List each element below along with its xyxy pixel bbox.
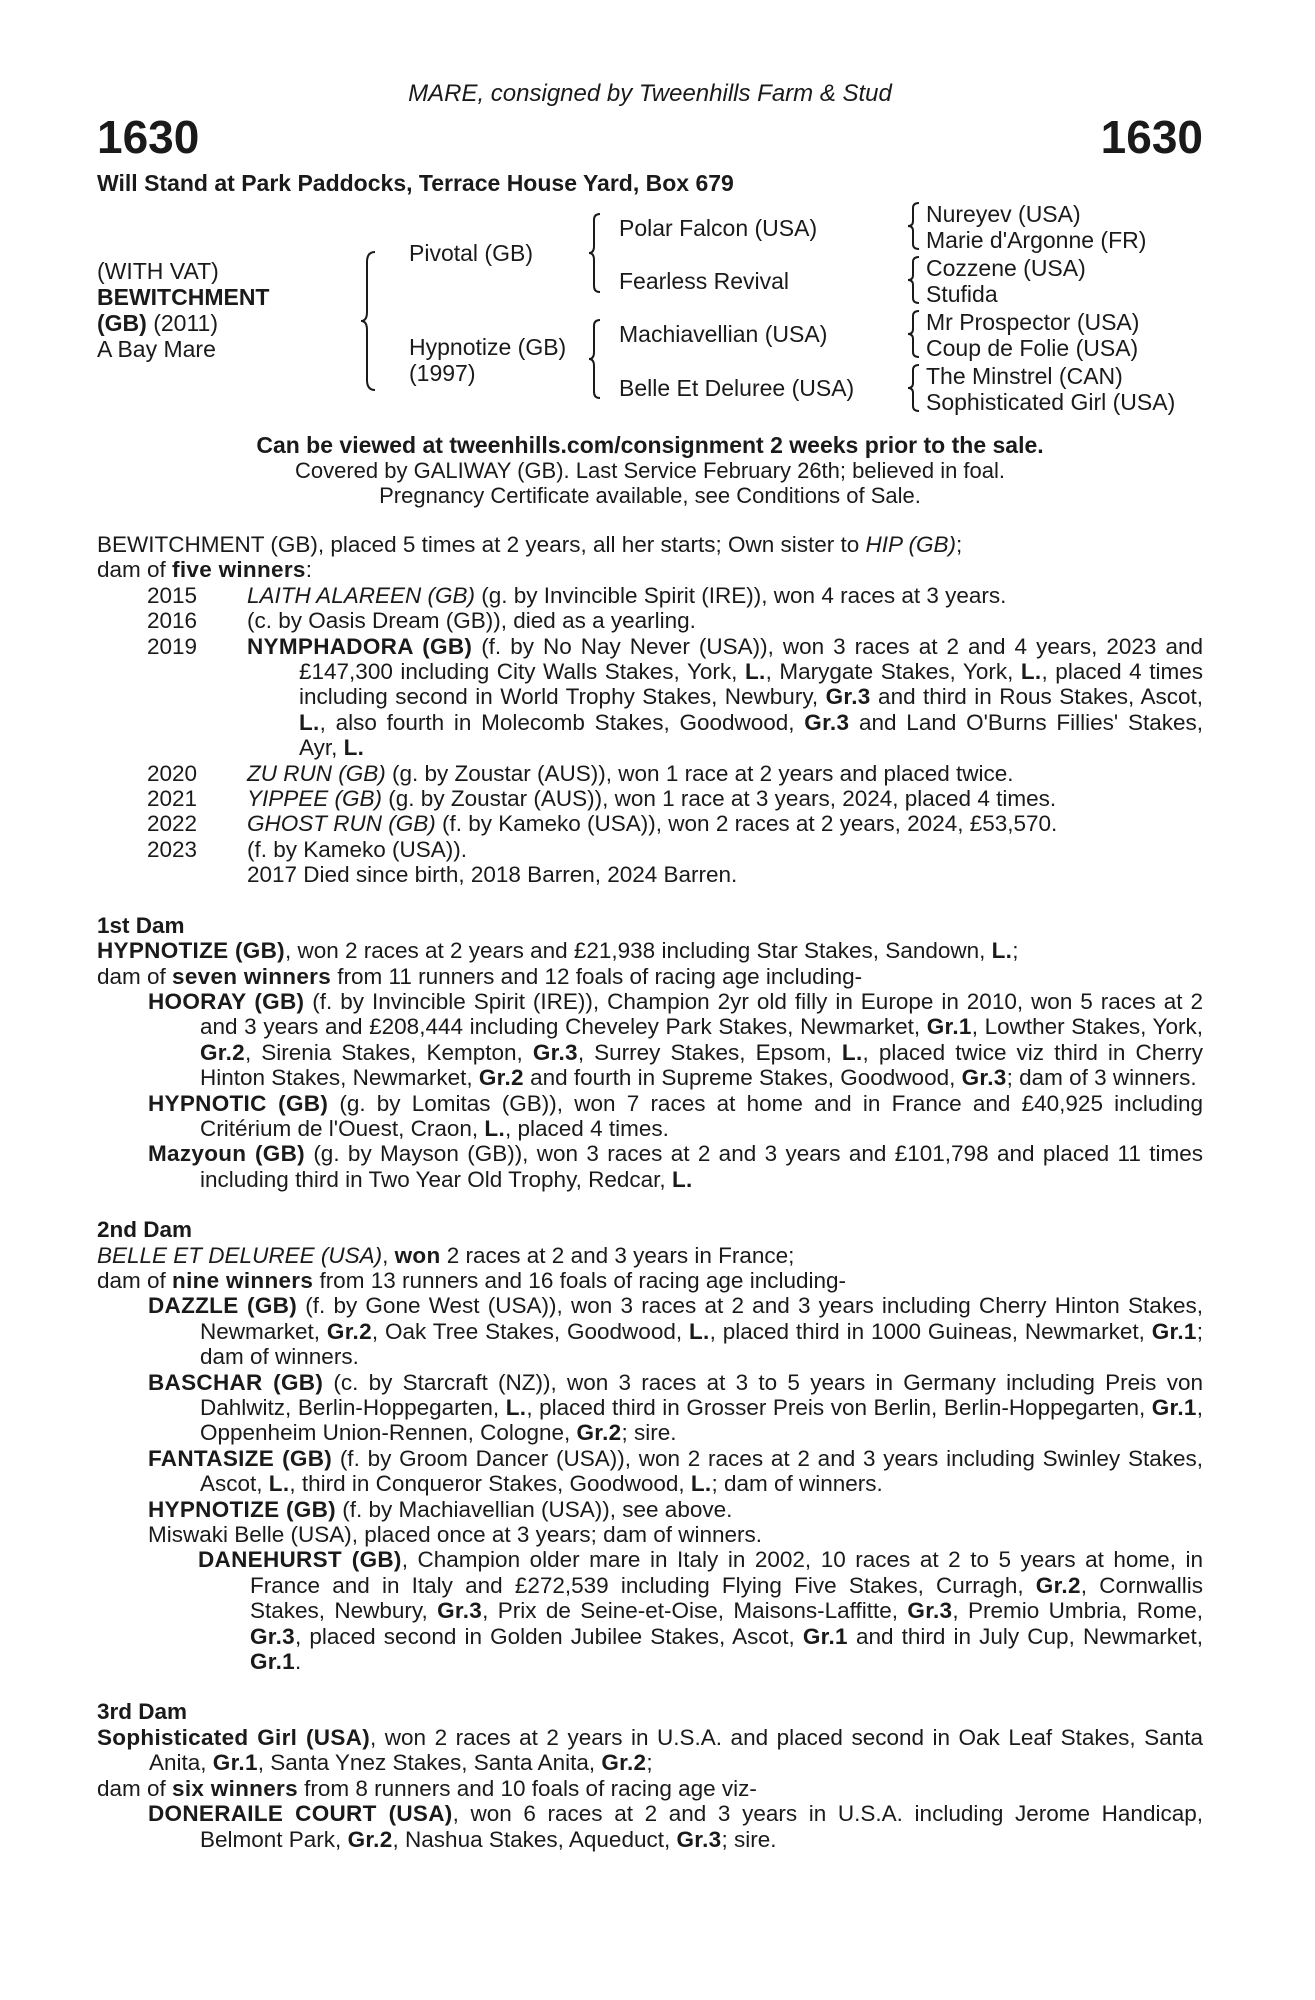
progeny-miswaki-belle: Miswaki Belle (USA), placed once at 3 years; dam of winners. — [148, 1522, 763, 1548]
pedigree-g7: The Minstrel (CAN) — [926, 363, 1123, 389]
catalogue-page — [97, 0, 1203, 2000]
produce-detail: (g. by Zoustar (AUS)), won 1 race at 3 years, 2024, placed 4 times. — [382, 786, 1057, 812]
pedigree-sire-dam: Fearless Revival — [619, 268, 789, 294]
pedigree-brace-g2 — [906, 255, 922, 305]
produce-name: YIPPEE (GB) — [247, 786, 383, 812]
produce-name: LAITH ALAREEN (GB) — [247, 582, 475, 608]
pedigree-dam-sire: Machiavellian (USA) — [619, 321, 828, 347]
progeny-hypnotic: HYPNOTIC (GB) (g. by Lomitas (GB)), won 7 races at home and in France and £40,925 including Critérium de l'Ouest, Craon, L., placed 4 times. — [148, 1090, 1203, 1141]
lot-number-right: 1630 — [1100, 111, 1203, 163]
produce-text — [247, 761, 1203, 786]
horse-origin — [97, 310, 218, 336]
hip-link-text: HIP (GB) — [865, 532, 956, 557]
pedigree-g5: Mr Prospector (USA) — [926, 309, 1140, 335]
produce-year: 2023 — [147, 836, 198, 862]
produce-text — [247, 583, 1203, 608]
produce-detail: (f. by Kameko (USA)). — [247, 836, 468, 862]
produce-year: 2022 — [147, 811, 198, 837]
produce-row — [97, 786, 1203, 811]
produce-row — [97, 761, 1203, 786]
pedigree-brace-dam — [587, 318, 603, 400]
covered-note: Covered by GALIWAY (GB). Last Service February 26th; believed in foal. — [294, 458, 1006, 483]
pedigree-dam-year: (1997) — [409, 360, 476, 386]
third-dam-heading: 3rd Dam — [97, 1699, 188, 1725]
progeny-mazyoun: Mazyoun (GB) (g. by Mayson (GB)), won 3 races at 2 and 3 years and £101,798 and placed 11 times including third in Two Year Old Trophy, Redcar, L. — [148, 1141, 1203, 1192]
produce-text — [247, 634, 1203, 761]
lot-number-left: 1630 — [97, 111, 200, 163]
produce-detail: 2017 Died since birth, 2018 Barren, 2024 Barren. — [247, 862, 738, 888]
progeny-doneraile-court: DONERAILE COURT (USA), won 6 races at 2 and 3 years in U.S.A. including Jerome Handicap, Belmont Park, Gr.2, Nashua Stakes, Aqueduct, Gr.3; sire. — [148, 1801, 1203, 1852]
produce-name: ZU RUN (GB) — [247, 760, 386, 786]
produce-year: 2015 — [147, 582, 198, 608]
pedigree-g2: Marie d'Argonne (FR) — [926, 227, 1147, 253]
produce-name: GHOST RUN (GB) — [247, 811, 436, 837]
produce-row — [97, 634, 1203, 761]
progeny-hypnotize: HYPNOTIZE (GB) (f. by Machiavellian (USA)), see above. — [148, 1496, 733, 1522]
pedigree-brace-main — [359, 250, 379, 392]
produce-list — [97, 583, 1203, 888]
intro-dam-of: dam of five winners: — [97, 557, 312, 583]
second-dam-heading: 2nd Dam — [97, 1217, 193, 1243]
first-dam-heading: 1st Dam — [97, 912, 185, 938]
produce-row — [97, 583, 1203, 608]
produce-year: 2019 — [147, 633, 198, 659]
produce-year — [97, 862, 247, 887]
progeny-danehurst: DANEHURST (GB), Champion older mare in Italy in 2002, 10 races at 2 to 5 years at home, in France and in Italy and £272,539 including Flying Five Stakes, Curragh, Gr.2, Cornwallis Stakes, Newbury, Gr.3, Prix de Seine-et-Oise, Maisons-Laffitte, Gr.3, Premio Umbria, Rome, Gr.3, placed second in Golden Jubilee Stakes, Ascot, Gr.1 and third in July Cup, Newmarket, Gr.1. — [198, 1547, 1203, 1675]
produce-detail: (g. by Zoustar (AUS)), won 1 race at 2 years and placed twice. — [385, 760, 1014, 786]
pedigree-brace-g4 — [906, 363, 922, 413]
produce-year: 2016 — [147, 608, 198, 634]
stand-location: Will Stand at Park Paddocks, Terrace House Yard, Box 679 — [97, 170, 734, 196]
horse-country: (GB) — [97, 310, 147, 336]
consignor-line: MARE, consigned by Tweenhills Farm & Stud — [408, 80, 892, 107]
progeny-fantasize: FANTASIZE (GB) (f. by Groom Dancer (USA)), won 2 races at 2 and 3 years including Swinley Stakes, Ascot, L., third in Conqueror Stakes, Goodwood, L.; dam of winners. — [148, 1445, 1203, 1497]
produce-detail: (f. by No Nay Never (USA)), won 3 races at 2 and 4 years, 2023 and £147,300 including City Walls Stakes, York, L., Marygate Stakes, York, L., placed 4 times including second in World Trophy Stakes, Newbury, Gr.3 and third in Rous Stakes, Ascot, L., also fourth in Molecomb Stakes, Goodwood, Gr.3 and Land O'Burns Fillies' Stakes, Ayr, L. — [299, 633, 1203, 761]
produce-text — [247, 862, 1203, 887]
produce-year: 2020 — [147, 760, 198, 786]
horse-name: BEWITCHMENT — [97, 284, 270, 310]
pedigree-g3: Cozzene (USA) — [926, 255, 1086, 281]
produce-detail: (f. by Kameko (USA)), won 2 races at 2 years, 2024, £53,570. — [435, 811, 1058, 837]
pedigree-brace-g1 — [906, 201, 922, 251]
produce-row — [97, 608, 1203, 633]
third-dam-line: Sophisticated Girl (USA), won 2 races at 2 years in U.S.A. and placed second in Oak Leaf Stakes, Santa Anita, Gr.1, Santa Ynez Stakes, Santa Anita, Gr.2; — [97, 1724, 1203, 1776]
third-dam-dam-of: dam of six winners from 8 runners and 10 foals of racing age viz- — [97, 1775, 757, 1801]
produce-row — [97, 862, 1203, 887]
pedigree-g8: Sophisticated Girl (USA) — [926, 389, 1176, 415]
produce-name: NYMPHADORA (GB) — [247, 633, 473, 659]
intro-line: BEWITCHMENT (GB), placed 5 times at 2 years, all her starts; Own sister to HIP (GB); — [97, 532, 963, 557]
pedigree-dam-dam: Belle Et Deluree (USA) — [619, 375, 855, 401]
pedigree-brace-sire — [587, 212, 603, 294]
produce-text — [247, 811, 1203, 836]
pedigree-sire-sire: Polar Falcon (USA) — [619, 215, 818, 241]
produce-row — [97, 837, 1203, 862]
progeny-hooray: HOORAY (GB) (f. by Invincible Spirit (IRE)), Champion 2yr old filly in Europe in 2010, won 5 races at 2 and 3 years and £208,444 including Cheveley Park Stakes, Newmarket, Gr.1, Lowther Stakes, York, Gr.2, Sirenia Stakes, Kempton, Gr.3, Surrey Stakes, Epsom, L., placed twice viz third in Cherry Hinton Stakes, Newmarket, Gr.2 and fourth in Supreme Stakes, Goodwood, Gr.3; dam of 3 winners. — [148, 988, 1204, 1091]
pedigree-brace-g3 — [906, 309, 922, 359]
produce-detail: (c. by Oasis Dream (GB)), died as a yearling. — [247, 608, 696, 634]
produce-text — [247, 837, 1203, 862]
second-dam-dam-of: dam of nine winners from 13 runners and 16 foals of racing age including- — [97, 1267, 847, 1293]
pedigree-g4: Stufida — [926, 281, 998, 307]
catalogue-body — [97, 532, 1203, 1852]
pedigree-dam: Hypnotize (GB) — [409, 334, 567, 360]
horse-year: (2011) — [153, 310, 218, 336]
pedigree-g1: Nureyev (USA) — [926, 201, 1081, 227]
horse-description: A Bay Mare — [97, 336, 216, 362]
produce-text — [247, 786, 1203, 811]
pedigree-g6: Coup de Folie (USA) — [926, 335, 1139, 361]
second-dam-line: BELLE ET DELUREE (USA), won 2 races at 2 and 3 years in France; — [97, 1242, 795, 1268]
produce-year: 2021 — [147, 786, 198, 812]
first-dam-dam-of: dam of seven winners from 11 runners and 12 foals of racing age including- — [97, 963, 863, 989]
pedigree-sire: Pivotal (GB) — [409, 240, 533, 266]
produce-detail: (g. by Invincible Spirit (IRE)), won 4 races at 3 years. — [474, 582, 1007, 608]
produce-row — [97, 811, 1203, 836]
viewing-note: Can be viewed at tweenhills.com/consignment 2 weeks prior to the sale. — [256, 432, 1044, 458]
first-dam-line: HYPNOTIZE (GB), won 2 races at 2 years and £21,938 including Star Stakes, Sandown, L.; — [97, 938, 1019, 964]
pregnancy-note: Pregnancy Certificate available, see Conditions of Sale. — [379, 483, 921, 508]
progeny-dazzle: DAZZLE (GB) (f. by Gone West (USA)), won 3 races at 2 and 3 years including Cherry Hinton Stakes, Newmarket, Gr.2, Oak Tree Stakes, Goodwood, L., placed third in 1000 Guineas, Newmarket, Gr.1; dam of winners. — [148, 1293, 1203, 1370]
vat-note: (WITH VAT) — [97, 258, 219, 284]
produce-text — [247, 608, 1203, 633]
progeny-baschar: BASCHAR (GB) (c. by Starcraft (NZ)), won 3 races at 3 to 5 years in Germany including Preis von Dahlwitz, Berlin-Hoppegarten, L., placed third in Grosser Preis von Berlin, Berlin-Hoppegarten, Gr.1, Oppenheim Union-Rennen, Cologne, Gr.2; sire. — [148, 1369, 1203, 1446]
